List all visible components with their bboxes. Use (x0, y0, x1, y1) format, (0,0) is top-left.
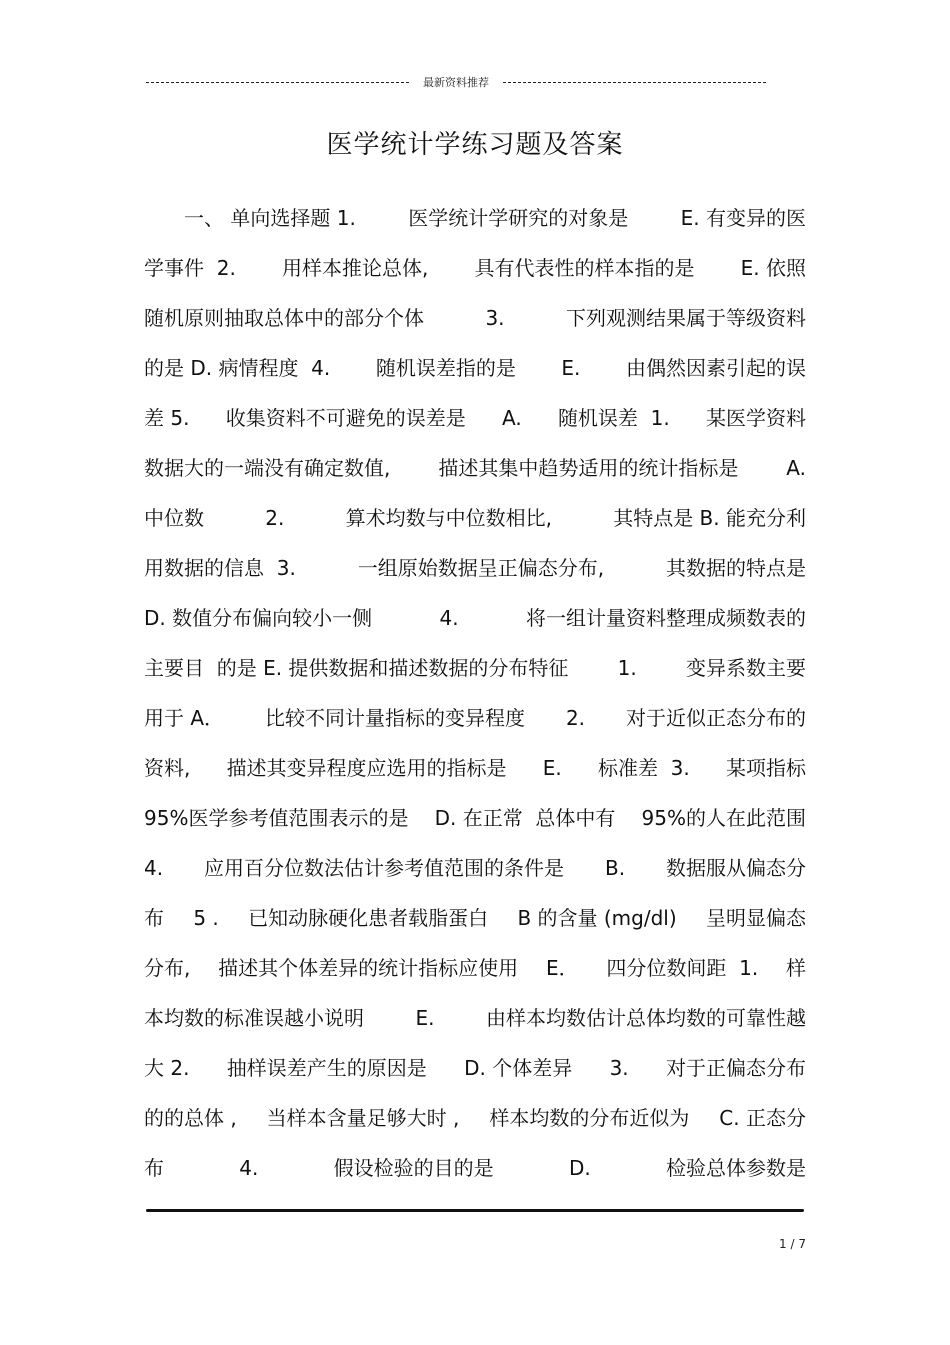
text-segment: A. (786, 456, 806, 480)
text-segment: 2. (265, 506, 285, 530)
text-line (144, 693, 806, 743)
text-segment: 算术均数与中位数相比, (345, 506, 552, 530)
text-segment: 描述其集中趋势适用的统计指标是 (438, 456, 739, 480)
text-segment: 2. (565, 706, 586, 730)
text-segment: 4. (239, 1156, 259, 1180)
text-segment: 呈明显偏态 (705, 906, 806, 930)
text-segment: 应用百分位数法估计参考值范围的条件是 (204, 856, 565, 880)
text-line (144, 243, 806, 293)
page-number: 1 / 7 (779, 1237, 806, 1251)
text-line (144, 193, 806, 243)
text-segment: 具有代表性的样本指的是 (474, 256, 695, 280)
text-segment: 样本均数的分布近似为 (489, 1106, 690, 1130)
text-segment: 主要目 的是 E. 提供数据和描述数据的分布特征 (144, 656, 569, 680)
text-segment: 数据服从偏态分 (665, 856, 806, 880)
text-segment: B. (604, 856, 626, 880)
text-segment: 4. (439, 606, 459, 630)
text-segment: 4. (144, 856, 164, 880)
text-segment: 大 2. (144, 1056, 190, 1080)
text-segment: 1. (617, 656, 637, 680)
document-title: 医学统计学练习题及答案 (326, 130, 624, 160)
text-segment: 样 (785, 956, 806, 980)
text-segment: 抽样误差产生的原因是 (226, 1056, 427, 1080)
text-segment: 由偶然因素引起的误 (625, 356, 806, 380)
text-segment: 将一组计量资料整理成频数表的 (526, 606, 806, 630)
text-segment: D. 个体差异 (464, 1056, 573, 1080)
text-segment: C. 正态分 (719, 1106, 806, 1130)
text-segment: E． (545, 956, 579, 980)
text-line (144, 1143, 806, 1193)
text-segment: 比较不同计量指标的变异程度 (265, 706, 525, 730)
text-segment: 随机误差 1. (557, 406, 670, 430)
text-segment: A. (501, 406, 522, 430)
header-dash-left (146, 82, 409, 83)
text-segment: 已知动脉硬化患者载脂蛋白 (248, 906, 489, 930)
text-line (144, 593, 806, 643)
text-segment: 差 5. (144, 406, 190, 430)
text-segment: 医学统计学研究的对象是 (408, 206, 629, 230)
text-line (144, 843, 806, 893)
text-segment: 的是 D. 病情程度 4. (144, 356, 331, 380)
text-segment: 分布, (144, 956, 191, 980)
text-segment: 95%的人在此范围 (641, 806, 806, 830)
text-line (144, 893, 806, 943)
text-segment: 四分位数间距 1. (606, 956, 759, 980)
text-segment: E. (542, 756, 562, 780)
text-segment: D. (568, 1156, 591, 1180)
text-segment: 一、 单向选择题 1. (184, 206, 356, 230)
text-segment: 当样本含量足够大时 , (266, 1106, 460, 1130)
document-body (144, 193, 806, 1193)
text-segment: 的的总体 , (144, 1106, 237, 1130)
text-segment: 由样本均数估计总体均数的可靠性越 (486, 1006, 806, 1030)
header-text: 最新资料推荐 (423, 76, 489, 89)
text-segment: E. (415, 1006, 435, 1030)
text-line (144, 493, 806, 543)
header-dash-right (503, 82, 766, 83)
text-segment: 随机原则抽取总体中的部分个体 (144, 306, 424, 330)
text-segment: 变异系数主要 (686, 656, 806, 680)
text-segment: 资料, (144, 756, 191, 780)
text-segment: 假设检验的目的是 (333, 1156, 494, 1180)
text-segment: 布 (144, 906, 164, 930)
text-segment: D. 在正常 总体中有 (434, 806, 616, 830)
text-line (144, 543, 806, 593)
text-segment: 一组原始数据呈正偏态分布, (357, 556, 605, 580)
text-line (144, 443, 806, 493)
text-segment: 本均数的标准误越小说明 (144, 1006, 364, 1030)
text-line (144, 943, 806, 993)
text-segment: 用于 A． (144, 706, 225, 730)
text-line (144, 643, 806, 693)
text-segment: 对于正偏态分布 (665, 1056, 806, 1080)
text-segment: 对于近似正态分布的 (626, 706, 806, 730)
text-segment: 用数据的信息 3. (144, 556, 296, 580)
text-segment: E. 有变异的医 (680, 206, 806, 230)
text-line (144, 343, 806, 393)
text-segment: 某医学资料 (706, 406, 806, 430)
text-segment: 下列观测结果属于等级资料 (566, 306, 806, 330)
text-line (144, 393, 806, 443)
text-segment: 收集资料不可避免的误差是 (225, 406, 466, 430)
text-line (144, 993, 806, 1043)
text-segment: 用样本推论总体, (281, 256, 429, 280)
text-segment: 标准差 3. (597, 756, 690, 780)
text-segment: 95%医学参考值范围表示的是 (144, 806, 409, 830)
text-segment: 检验总体参数是 (665, 1156, 806, 1180)
text-line (144, 793, 806, 843)
text-line (144, 293, 806, 343)
text-segment: D. 数值分布偏向较小一侧 (144, 606, 373, 630)
text-segment: 某项指标 (725, 756, 806, 780)
text-segment: 其数据的特点是 (666, 556, 806, 580)
text-line (144, 1043, 806, 1093)
text-segment: B 的含量 (mg/dl) (517, 906, 677, 930)
text-line (144, 743, 806, 793)
text-segment: 5 . (193, 906, 219, 930)
text-segment: E. 依照 (740, 256, 806, 280)
text-segment: 布 (144, 1156, 164, 1180)
text-line (144, 1093, 806, 1143)
text-segment: E. (561, 356, 581, 380)
text-segment: 随机误差指的是 (375, 356, 516, 380)
text-segment: 学事件 2. (144, 256, 236, 280)
text-segment: 描述其变异程度应选用的指标是 (226, 756, 507, 780)
text-segment: 数据大的一端没有确定数值, (144, 456, 391, 480)
text-segment: 中位数 (144, 506, 204, 530)
text-segment: 其特点是 B. 能充分利 (613, 506, 806, 530)
page-header (146, 72, 766, 92)
text-segment: 3. (485, 306, 505, 330)
footer-rule (146, 1209, 804, 1212)
text-segment: 描述其个体差异的统计指标应使用 (218, 956, 519, 980)
text-segment: 3. (609, 1056, 629, 1080)
